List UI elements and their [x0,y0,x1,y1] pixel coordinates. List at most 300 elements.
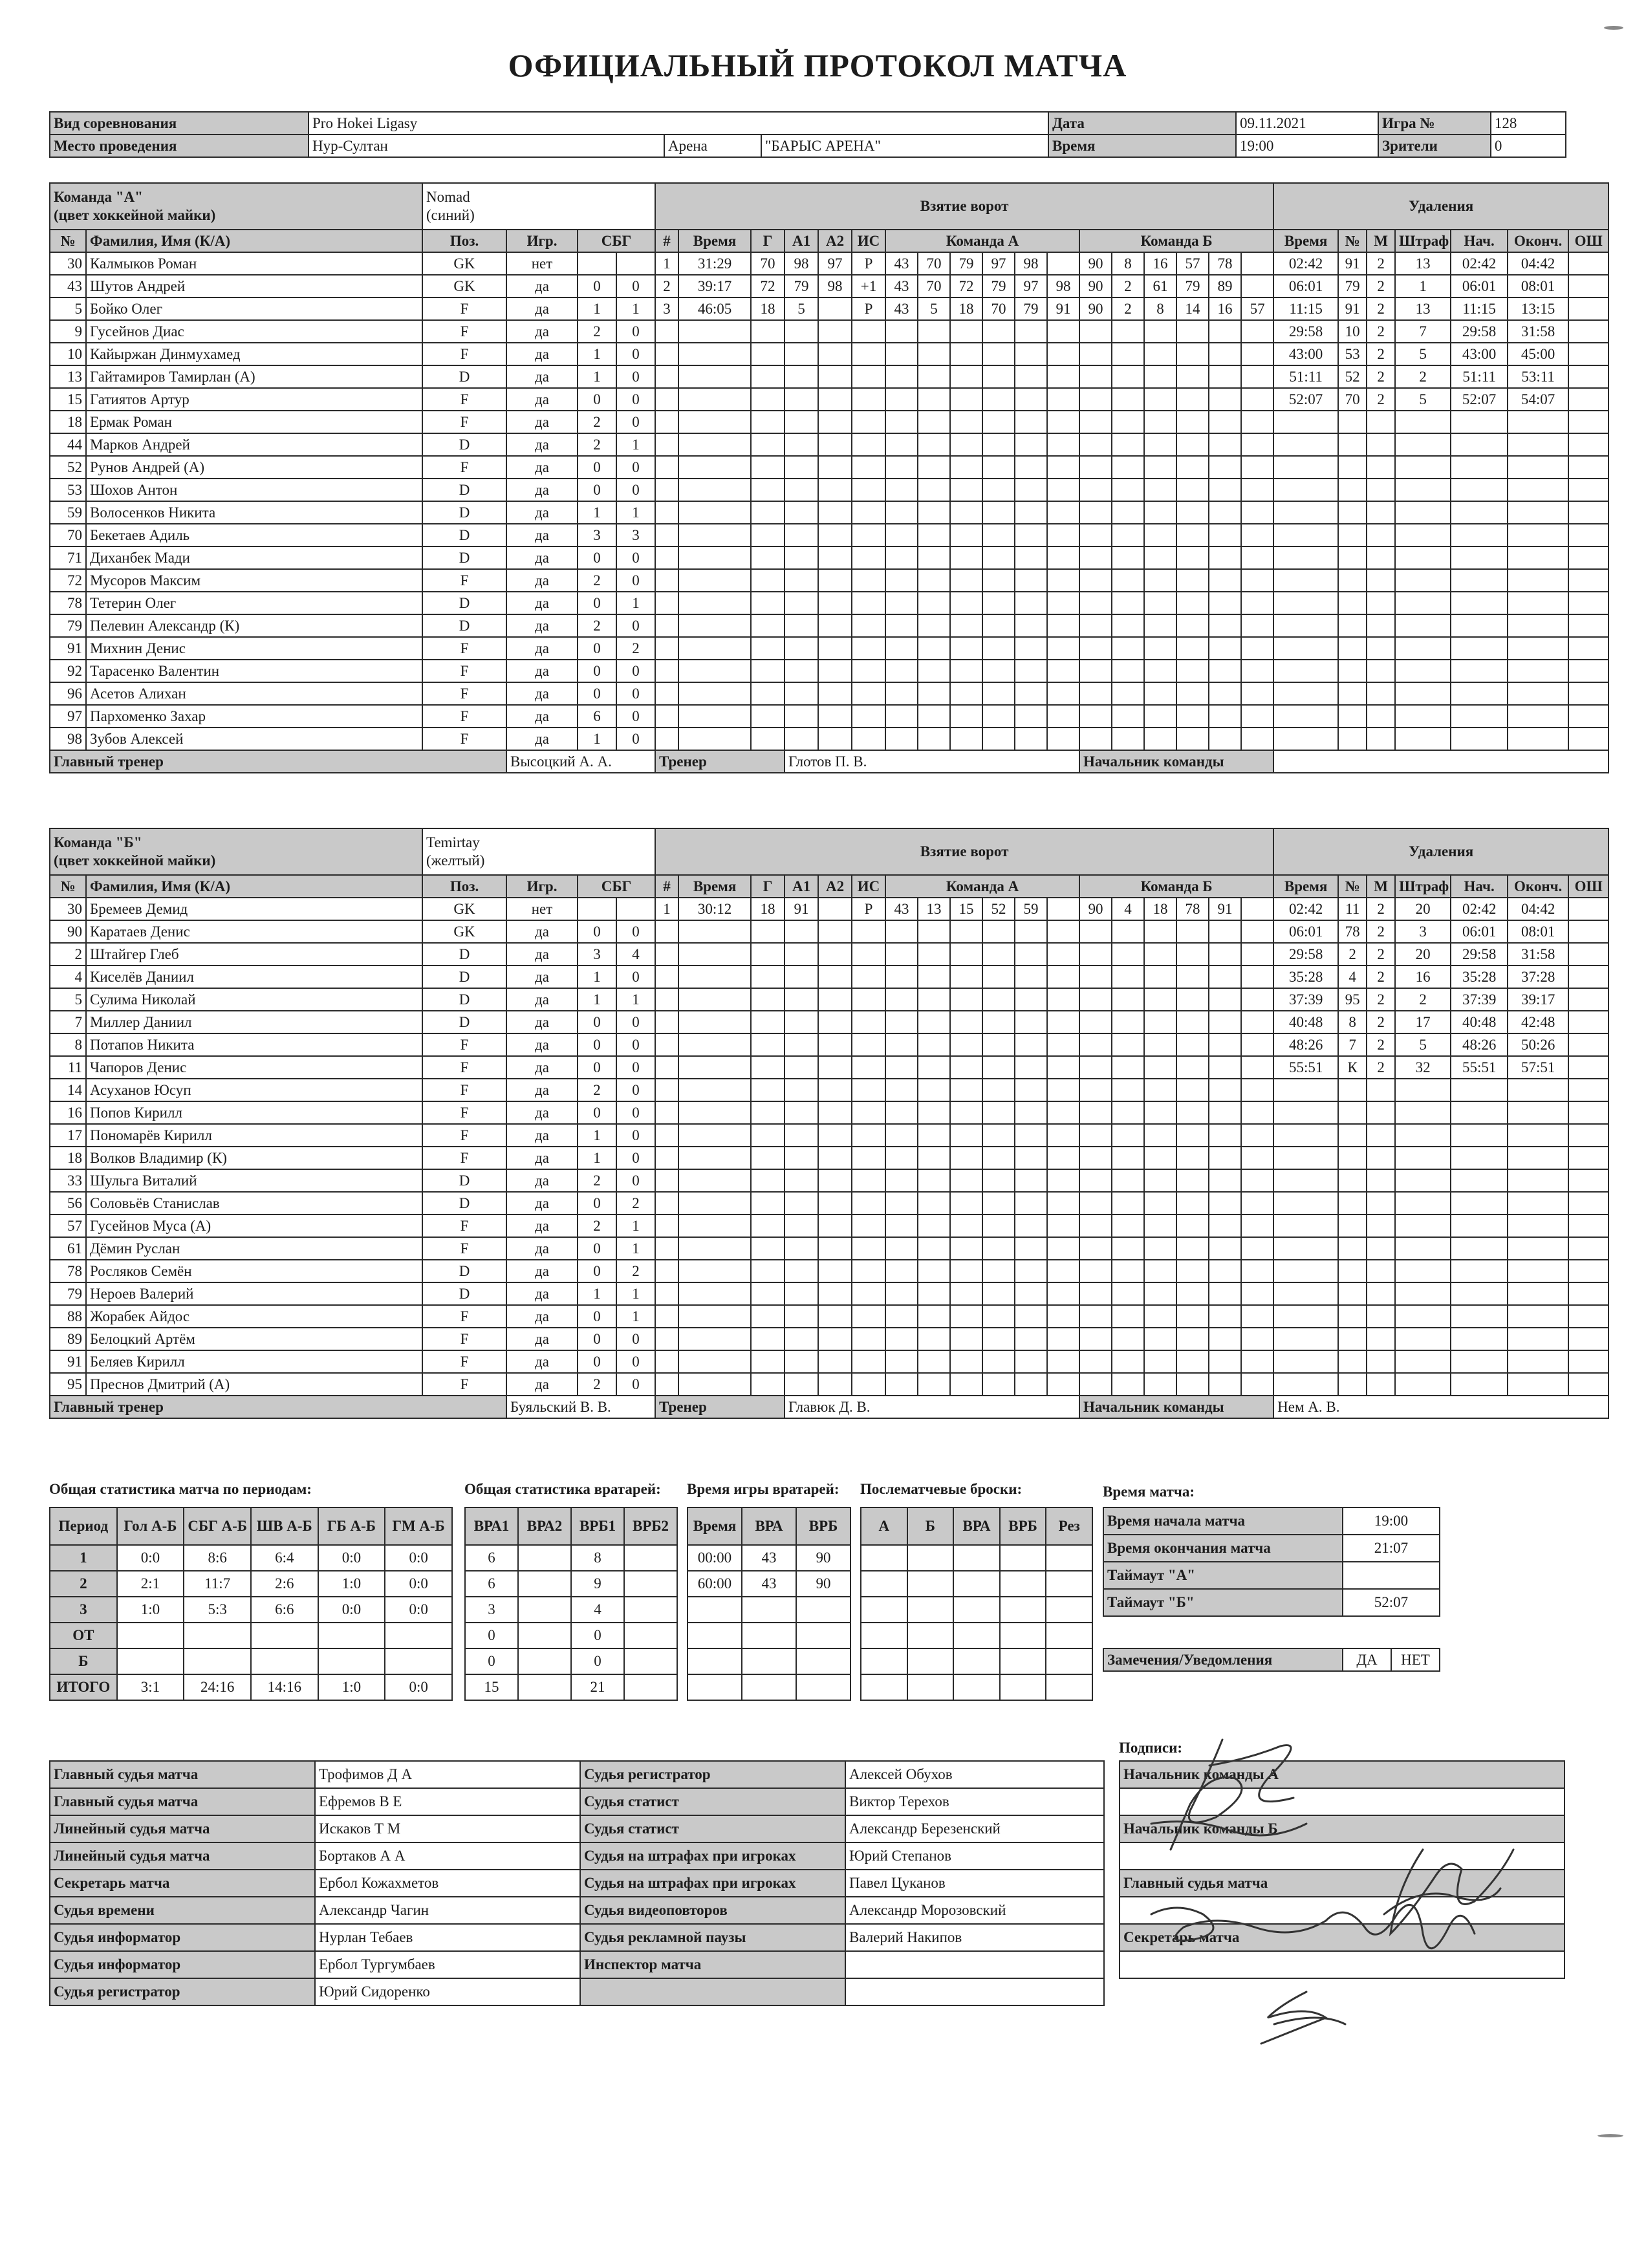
goal-empty-cell [655,1011,678,1033]
penalty-empty-cell [1273,524,1338,546]
goal-empty-cell [1176,320,1209,343]
goal-team-a-player: 59 [1015,898,1047,920]
goalie-cell: 21 [571,1674,624,1700]
goal-team-b-player [1241,275,1273,297]
player-row [50,637,1608,660]
penalty-empty-cell [1338,1237,1367,1260]
player-played: нет [506,898,578,920]
goal-empty-cell [655,569,678,592]
official-role: Судья регистратор [580,1761,845,1788]
goal-empty-cell [818,966,852,988]
penalty-empty-cell [1568,546,1608,569]
goal-empty-cell [1015,433,1047,456]
goal-empty-cell [1176,1328,1209,1350]
player-number: 18 [50,411,86,433]
goalie-row [465,1597,677,1623]
goal-team-a-player: 70 [918,275,950,297]
player-number: 78 [50,592,86,614]
player-number: 72 [50,569,86,592]
goal-empty-cell [1209,546,1241,569]
penalty-end: 57:51 [1508,1056,1568,1079]
goal-empty-cell [655,592,678,614]
player-sbg-2: 1 [616,297,655,320]
goal-empty-cell [1047,433,1079,456]
goal-empty-cell [678,1056,751,1079]
goal-empty-cell [852,1237,885,1260]
goal-empty-cell [818,637,852,660]
player-row [50,592,1608,614]
shootout-row [861,1648,1092,1674]
goal-empty-cell [785,1101,818,1124]
penalty-empty-cell [1367,1079,1395,1101]
goal-empty-cell [818,1215,852,1237]
goal-empty-cell [818,660,852,682]
goalie-time-cell [742,1674,796,1700]
player-sbg-1: 2 [578,1373,616,1396]
shootout-cell [907,1648,954,1674]
player-played: да [506,660,578,682]
goal-empty-cell [918,728,950,750]
goal-empty-cell [918,433,950,456]
goal-empty-cell [982,343,1015,365]
penalty-osh [1568,297,1608,320]
period-cell: 1:0 [318,1674,385,1700]
shootout-cell [953,1597,1000,1623]
goal-empty-cell [1015,1215,1047,1237]
official-role: Судья на штрафах при игроках [580,1842,845,1870]
official-name: Ефремов В Е [315,1788,580,1815]
goal-empty-cell [852,1079,885,1101]
goal-empty-cell [785,943,818,966]
goal-empty-cell [918,637,950,660]
period-cell: 0:0 [117,1545,184,1571]
goal-empty-cell [785,1373,818,1396]
player-sbg-1: 0 [578,479,616,501]
official-name [845,1951,1104,1978]
official-row [50,1897,1104,1924]
col-header-team-b: Команда Б [1079,875,1273,898]
goal-empty-cell [1144,1079,1176,1101]
match-time-label: Время окончания матча [1103,1535,1343,1562]
player-position: D [422,479,506,501]
goal-empty-cell [1047,524,1079,546]
goal-empty-cell [982,1079,1015,1101]
venue-value: Нур-Султан [309,135,664,157]
penalty-empty-cell [1508,614,1568,637]
goal-empty-cell [1015,1305,1047,1328]
player-number: 88 [50,1305,86,1328]
penalty-empty-cell [1338,1101,1367,1124]
player-row [50,614,1608,637]
goal-empty-cell [1144,943,1176,966]
player-row [50,705,1608,728]
col-header-no: № [50,230,86,252]
goal-empty-cell [655,1305,678,1328]
goal-empty-cell [818,1237,852,1260]
penalty-empty-cell [1451,1079,1508,1101]
penalty-empty-cell [1451,524,1508,546]
goal-empty-cell [1047,1079,1079,1101]
goal-empty-cell [1015,1350,1047,1373]
player-row [50,1305,1608,1328]
player-played: да [506,524,578,546]
goal-empty-cell [1144,569,1176,592]
goal-empty-cell [852,614,885,637]
goal-empty-cell [918,943,950,966]
penalty-m: 2 [1367,920,1395,943]
penalty-empty-cell [1273,682,1338,705]
goal-empty-cell [1015,1033,1047,1056]
goal-empty-cell [1241,1282,1273,1305]
col-header-sbg: СБГ [578,875,655,898]
player-sbg-1: 2 [578,1169,616,1192]
player-sbg-1: 0 [578,1328,616,1350]
goal-empty-cell [950,1147,982,1169]
goal-empty-cell [1047,1033,1079,1056]
period-cell [117,1648,184,1674]
player-name: Преснов Дмитрий (А) [86,1373,422,1396]
goal-empty-cell [1112,1033,1144,1056]
goalie-time-cell [688,1674,742,1700]
player-number: 78 [50,1260,86,1282]
match-time-label: Время начала матча [1103,1507,1343,1535]
player-sbg-2 [616,252,655,275]
period-cell: 1:0 [117,1597,184,1623]
goal-empty-cell [785,637,818,660]
goal-empty-cell [950,943,982,966]
goal-empty-cell [885,1215,918,1237]
goal-empty-cell [751,988,785,1011]
penalty-no: 95 [1338,988,1367,1011]
goal-empty-cell [1047,1373,1079,1396]
player-row [50,252,1608,275]
penalty-empty-cell [1451,1101,1508,1124]
player-sbg-1: 0 [578,592,616,614]
goal-empty-cell [1176,433,1209,456]
goal-empty-cell [950,365,982,388]
goal-empty-cell [751,637,785,660]
penalty-empty-cell [1338,1124,1367,1147]
goal-empty-cell [678,1169,751,1192]
official-row [50,1951,1104,1978]
penalty-osh [1568,1011,1608,1033]
goal-empty-cell [982,705,1015,728]
goal-empty-cell [1144,501,1176,524]
goal-empty-cell [1015,546,1047,569]
player-row [50,433,1608,456]
penalty-empty-cell [1338,546,1367,569]
goal-empty-cell [1112,592,1144,614]
period-cell: 0:0 [385,1674,452,1700]
period-cell: 6:6 [251,1597,318,1623]
penalty-empty-cell [1273,456,1338,479]
official-role: Судья на штрафах при игроках [580,1870,845,1897]
goal-empty-cell [982,1328,1015,1350]
col-header-pos: Поз. [422,230,506,252]
penalty-empty-cell [1508,546,1568,569]
goal-empty-cell [678,1373,751,1396]
player-row [50,920,1608,943]
goal-empty-cell [751,705,785,728]
player-position: GK [422,252,506,275]
player-name: Марков Андрей [86,433,422,456]
penalty-empty-cell [1338,479,1367,501]
period-cell: 0:0 [318,1545,385,1571]
player-played: да [506,1147,578,1169]
official-role: Судья времени [50,1897,315,1924]
goal-empty-cell [1047,569,1079,592]
penalty-empty-cell [1395,1124,1451,1147]
penalty-empty-cell [1568,1282,1608,1305]
goal-empty-cell [982,1147,1015,1169]
period-row [50,1545,452,1571]
penalty-empty-cell [1338,524,1367,546]
goal-empty-cell [818,456,852,479]
player-name: Гусейнов Диас [86,320,422,343]
penalty-empty-cell [1273,1373,1338,1396]
goal-empty-cell [982,1237,1015,1260]
goal-empty-cell [1015,920,1047,943]
shootout-cell [907,1597,954,1623]
penalty-start: 02:42 [1451,252,1508,275]
penalty-empty-cell [1451,1305,1508,1328]
goal-empty-cell [1047,920,1079,943]
goal-empty-cell [785,592,818,614]
penalty-empty-cell [1568,1328,1608,1350]
goalie-time-row [688,1571,850,1597]
player-played: да [506,1282,578,1305]
col-header-p_osh: ОШ [1568,875,1608,898]
player-name: Штайгер Глеб [86,943,422,966]
goal-empty-cell [885,1373,918,1396]
goal-empty-cell [678,1147,751,1169]
player-played: да [506,388,578,411]
goal-empty-cell [751,433,785,456]
goal-empty-cell [918,546,950,569]
penalty-empty-cell [1451,1260,1508,1282]
goal-empty-cell [1209,1328,1241,1350]
goal-empty-cell [982,1169,1015,1192]
goal-empty-cell [678,966,751,988]
goal-empty-cell [751,411,785,433]
player-row [50,728,1608,750]
penalty-empty-cell [1367,479,1395,501]
goal-empty-cell [1176,1215,1209,1237]
player-row [50,943,1608,966]
penalty-empty-cell [1451,501,1508,524]
col-header-g: Г [751,875,785,898]
penalty-empty-cell [1338,1192,1367,1215]
penalty-empty-cell [1568,1101,1608,1124]
goal-empty-cell [655,1215,678,1237]
penalty-end: 50:26 [1508,1033,1568,1056]
goal-empty-cell [1112,988,1144,1011]
match-time-value: 19:00 [1343,1507,1440,1535]
goal-empty-cell [1144,660,1176,682]
goal-empty-cell [655,1350,678,1373]
penalty-empty-cell [1568,705,1608,728]
player-sbg-2: 2 [616,1260,655,1282]
penalty-empty-cell [1338,660,1367,682]
goal-empty-cell [1112,320,1144,343]
penalty-no: 70 [1338,388,1367,411]
goalie-header: ВРБ1 [571,1507,624,1545]
goal-empty-cell [655,388,678,411]
goal-empty-cell [678,1192,751,1215]
goal-empty-cell [1241,320,1273,343]
official-role: Судья информатор [50,1951,315,1978]
goal-empty-cell [751,728,785,750]
penalty-osh [1568,898,1608,920]
goal-empty-cell [751,456,785,479]
goal-team-a-player: 98 [1015,252,1047,275]
goal-empty-cell [1112,569,1144,592]
goal-empty-cell [1047,637,1079,660]
goal-empty-cell [1144,1056,1176,1079]
player-sbg-1: 2 [578,569,616,592]
goal-empty-cell [1079,1056,1112,1079]
goal-empty-cell [852,524,885,546]
goal-empty-cell [918,1350,950,1373]
player-position: D [422,365,506,388]
player-row [50,1011,1608,1033]
shootout-cell [953,1571,1000,1597]
player-sbg-2: 0 [616,388,655,411]
penalty-empty-cell [1338,501,1367,524]
goal-a2 [818,898,852,920]
goal-team-b-player: 79 [1176,275,1209,297]
official-role [580,1978,845,2005]
goal-empty-cell [655,637,678,660]
goal-empty-cell [885,320,918,343]
player-position: F [422,1350,506,1373]
penalty-m: 2 [1367,1056,1395,1079]
goal-empty-cell [655,1237,678,1260]
player-sbg-1: 2 [578,614,616,637]
penalty-empty-cell [1508,592,1568,614]
goal-empty-cell [982,479,1015,501]
goal-empty-cell [1176,966,1209,988]
goals-section-header: Взятие ворот [655,828,1273,875]
goal-empty-cell [918,1282,950,1305]
player-sbg-1: 0 [578,1192,616,1215]
player-name: Асетов Алихан [86,682,422,705]
period-cell: Б [50,1648,117,1674]
goal-empty-cell [1112,1192,1144,1215]
goal-empty-cell [1015,524,1047,546]
goal-empty-cell [852,1373,885,1396]
period-cell: ИТОГО [50,1674,117,1700]
goalie-cell [624,1648,677,1674]
match-time-label: Таймаут "Б" [1103,1589,1343,1616]
player-played: да [506,320,578,343]
goal-empty-cell [982,365,1015,388]
goal-empty-cell [852,966,885,988]
penalty-time: 48:26 [1273,1033,1338,1056]
player-row [50,456,1608,479]
goal-n: 2 [655,275,678,297]
goal-empty-cell [1144,388,1176,411]
goal-empty-cell [655,728,678,750]
official-row [50,1870,1104,1897]
penalty-empty-cell [1395,1350,1451,1373]
goal-empty-cell [1209,388,1241,411]
team-a-table [49,182,1609,773]
goal-empty-cell [918,614,950,637]
goal-empty-cell [1112,1169,1144,1192]
period-stats-table [49,1507,453,1701]
player-row [50,546,1608,569]
player-played: да [506,1033,578,1056]
goal-empty-cell [918,1124,950,1147]
penalty-osh [1568,343,1608,365]
goal-empty-cell [751,1237,785,1260]
player-sbg-2: 0 [616,569,655,592]
goal-empty-cell [918,1079,950,1101]
player-name: Попов Кирилл [86,1101,422,1124]
goal-empty-cell [1241,920,1273,943]
player-played: да [506,275,578,297]
player-name: Сулима Николай [86,988,422,1011]
goal-empty-cell [785,1147,818,1169]
penalty-empty-cell [1273,660,1338,682]
goal-empty-cell [1079,705,1112,728]
goal-team-a-player: 13 [918,898,950,920]
goalie-time-cell: 00:00 [688,1545,742,1571]
penalty-empty-cell [1568,1079,1608,1101]
penalty-fine: 20 [1395,898,1451,920]
goal-empty-cell [1047,1237,1079,1260]
player-played: да [506,546,578,569]
goal-empty-cell [982,320,1015,343]
goal-empty-cell [751,1101,785,1124]
col-header-played: Игр. [506,875,578,898]
match-time-label: Таймаут "А" [1103,1562,1343,1589]
goalie-time-cell: 90 [796,1571,850,1597]
goal-empty-cell [1241,637,1273,660]
goal-empty-cell [1209,920,1241,943]
goal-empty-cell [1015,1237,1047,1260]
goalie-time-cell [796,1623,850,1648]
player-played: да [506,1056,578,1079]
penalty-empty-cell [1508,1215,1568,1237]
team-name-value: Temirtay [426,834,480,850]
player-played: да [506,297,578,320]
player-played: да [506,433,578,456]
goal-empty-cell [918,920,950,943]
goal-team-a-player: 98 [1047,275,1079,297]
goal-empty-cell [885,660,918,682]
goal-empty-cell [1079,479,1112,501]
goal-empty-cell [751,920,785,943]
player-played: да [506,1237,578,1260]
player-name: Бекетаев Адиль [86,524,422,546]
penalty-empty-cell [1338,728,1367,750]
goal-empty-cell [1241,1169,1273,1192]
player-number: 57 [50,1215,86,1237]
penalty-empty-cell [1338,456,1367,479]
goal-empty-cell [678,524,751,546]
official-name: Искаков Т М [315,1815,580,1842]
goal-empty-cell [885,365,918,388]
penalty-empty-cell [1273,1282,1338,1305]
shootout-row [861,1597,1092,1623]
penalty-m: 2 [1367,275,1395,297]
goal-empty-cell [818,479,852,501]
period-cell: 24:16 [184,1674,251,1700]
goal-empty-cell [1176,614,1209,637]
goal-empty-cell [950,1192,982,1215]
